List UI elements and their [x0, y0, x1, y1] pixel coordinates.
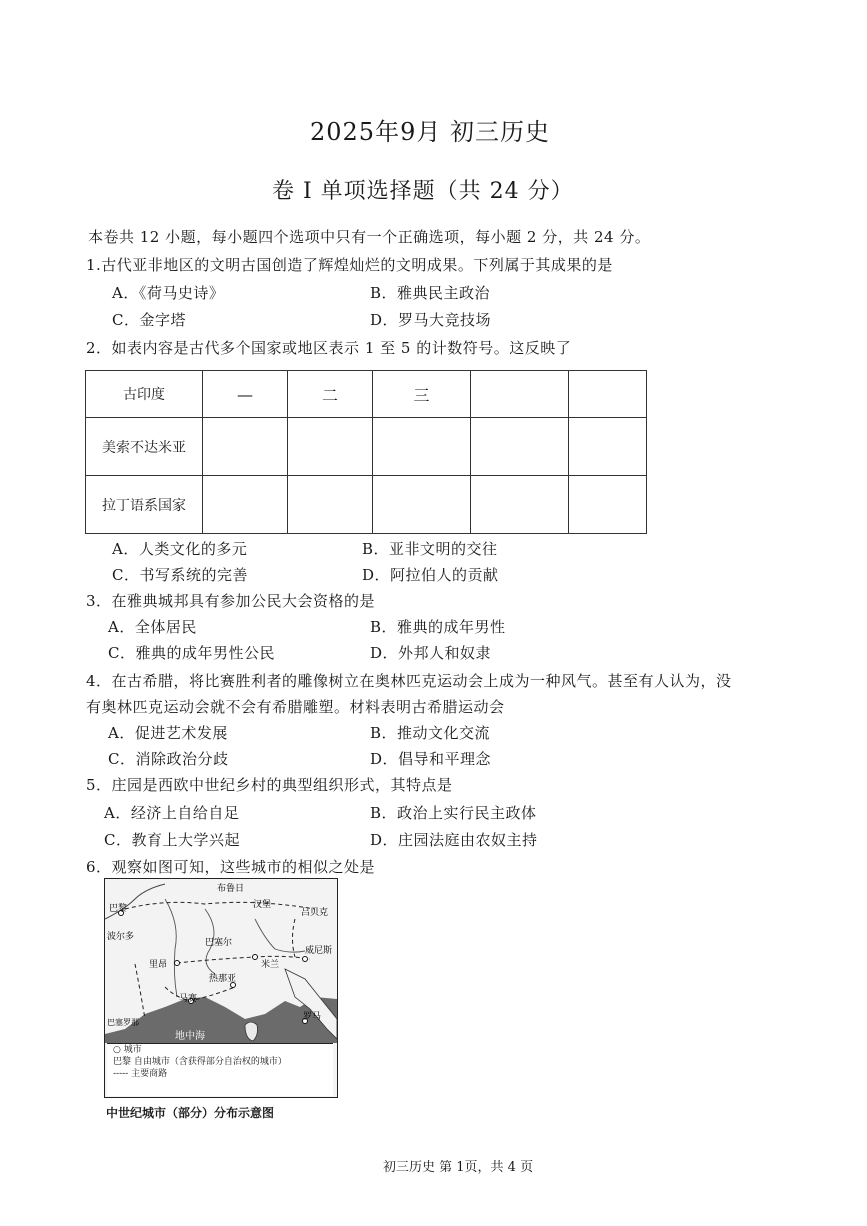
page-footer: 初三历史 第 1页，共 4 页 — [383, 1160, 534, 1175]
map-label-lyon: 里昂 — [149, 960, 168, 970]
question-4-option-b: B．推动文化交流 — [370, 724, 491, 742]
page-title: 2025年9月 初三历史 — [310, 118, 550, 146]
question-4-stem-line2: 有奥林匹克运动会就不会有希腊雕塑。材料表明古希腊运动会 — [86, 698, 505, 716]
symbol-cell — [288, 476, 373, 534]
symbol-cell — [203, 476, 288, 534]
section-title: 卷 Ⅰ 单项选择题（共 24 分） — [272, 179, 574, 204]
map-label-hamburg: 汉堡 — [253, 900, 272, 910]
question-1-option-d: D．罗马大竞技场 — [370, 311, 492, 329]
map-label-milan: 米兰 — [261, 960, 280, 970]
question-3-option-d: D．外邦人和奴隶 — [370, 644, 492, 662]
symbol-cell — [373, 418, 471, 476]
map-legend — [107, 1043, 333, 1096]
question-5-stem: 5．庄园是西欧中世纪乡村的典型组织形式，其特点是 — [86, 776, 453, 794]
question-3-option-c: C．雅典的成年男性公民 — [108, 644, 275, 662]
symbol-cell — [288, 418, 373, 476]
table-row — [86, 476, 647, 534]
question-2-option-a: A．人类文化的多元 — [112, 540, 248, 558]
question-2-option-c: C．书写系统的完善 — [112, 566, 248, 584]
question-5-option-c: C．教育上大学兴起 — [104, 831, 240, 849]
map-drawing — [105, 879, 337, 1043]
legend-trade-route: 主要商路 — [131, 1069, 168, 1079]
question-4-stem-line1: 4．在古希腊，将比赛胜利者的雕像树立在奥林匹克运动会上成为一种风气。甚至有人认为，没 — [86, 672, 732, 690]
question-3-option-b: B．雅典的成年男性 — [370, 618, 506, 636]
question-2-option-d: D．阿拉伯人的贡献 — [362, 566, 499, 584]
legend-dot-icon: ○ — [113, 1045, 124, 1055]
map-label-barcelona: 巴塞罗那 — [107, 1018, 139, 1027]
map-label-genoa: 热那亚 — [209, 974, 237, 984]
counting-symbols-table — [85, 370, 647, 534]
medieval-cities-map — [104, 878, 338, 1098]
legend-dash-icon: ----- — [113, 1069, 132, 1079]
question-4-option-c: C．消除政治分歧 — [108, 750, 229, 768]
table-row — [86, 371, 647, 418]
question-5-option-d: D．庄园法庭由农奴主持 — [370, 831, 538, 849]
symbol-cell — [203, 418, 288, 476]
map-label-lubeck: 吕贝克 — [301, 908, 329, 918]
map-caption: 中世纪城市（部分）分布示意图 — [106, 1106, 275, 1120]
question-2-option-b: B．亚非文明的交往 — [362, 540, 498, 558]
map-label-paris: 巴黎 — [109, 904, 128, 914]
symbol-cell — [373, 476, 471, 534]
row-label-ancient-india: 古印度 — [86, 371, 203, 418]
question-2-stem: 2．如表内容是古代多个国家或地区表示 1 至 5 的计数符号。这反映了 — [86, 339, 572, 357]
symbol-cell — [569, 418, 647, 476]
instructions: 本卷共 12 小题，每小题四个选项中只有一个正确选项，每小题 2 分，共 24 分。 — [88, 228, 651, 246]
map-label-venice: 威尼斯 — [305, 946, 333, 956]
map-label-mediterranean: 地中海 — [175, 1031, 205, 1042]
question-3-stem: 3．在雅典城邦具有参加公民大会资格的是 — [86, 592, 376, 610]
question-4-option-a: A．促进艺术发展 — [108, 724, 228, 742]
symbol-cell — [471, 418, 569, 476]
map-label-bordeaux: 波尔多 — [107, 932, 135, 942]
question-6-stem: 6．观察如图可知，这些城市的相似之处是 — [86, 858, 376, 876]
symbol-cell — [569, 371, 647, 418]
symbol-cell: — — [203, 371, 288, 418]
question-1-option-b: B．雅典民主政治 — [370, 284, 491, 302]
question-1-option-a: A．《荷马史诗》 — [112, 284, 225, 302]
symbol-cell: 二 — [288, 371, 373, 418]
question-3-option-a: A．全体居民 — [108, 618, 197, 636]
question-4-option-d: D．倡导和平理念 — [370, 750, 492, 768]
row-label-latin: 拉丁语系国家 — [86, 476, 203, 534]
symbol-cell: 三 — [373, 371, 471, 418]
symbol-cell — [471, 476, 569, 534]
map-label-bruges: 布鲁日 — [217, 884, 245, 894]
symbol-cell — [569, 476, 647, 534]
map-label-rome: 罗马 — [303, 1012, 322, 1022]
row-label-mesopotamia: 美索不达米亚 — [86, 418, 203, 476]
symbol-cell — [471, 371, 569, 418]
question-1-stem: 1.古代亚非地区的文明古国创造了辉煌灿烂的文明成果。下列属于其成果的是 — [86, 256, 613, 274]
table-row — [86, 418, 647, 476]
legend-free-city: 巴黎 自由城市（含获得部分自治权的城市） — [113, 1057, 287, 1067]
legend-city: 城市 — [123, 1045, 142, 1055]
map-label-basel: 巴塞尔 — [205, 938, 233, 948]
question-5-option-b: B．政治上实行民主政体 — [370, 804, 537, 822]
question-5-option-a: A．经济上自给自足 — [104, 804, 240, 822]
map-label-marseille: 马赛 — [179, 994, 198, 1004]
question-1-option-c: C．金字塔 — [112, 311, 186, 329]
